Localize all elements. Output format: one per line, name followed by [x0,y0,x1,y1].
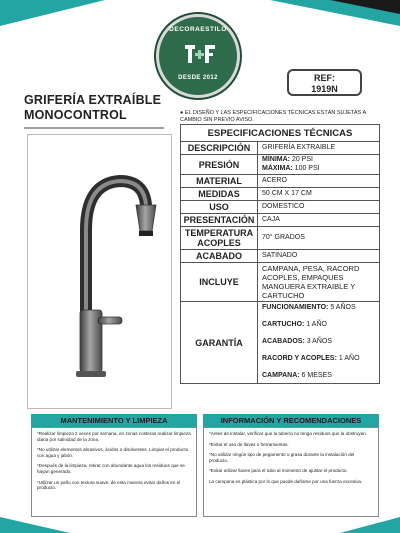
product-title-line1: GRIFERÍA EXTRAÍBLE [24,93,162,107]
disclaimer-notice [180,110,380,124]
logo-mark-icon [181,41,217,71]
product-title [24,93,161,123]
info-item: *Evitar utilizar llaves para el tubo al momento de ajustar el producto. [209,468,348,474]
spec-key: MATERIAL [181,175,258,188]
spec-value: ACERO [258,175,380,188]
bullet-icon: ● [180,110,185,116]
info-item: *Evitar el uso de llaves o herramientas. [209,441,289,447]
info-box [203,427,379,517]
spec-value: SATINADO [258,250,380,263]
warranty-item: CARTUCHO: 1 AÑO [262,321,327,328]
maintenance-item: *No utilizar elementos abrasivos, ácidos o disolventes. Limpiar el producto con agua y jabón. [37,447,189,458]
logo-top-text: DECORAESTILO [169,26,227,33]
product-title-line2: MONOCONTROL [24,108,127,122]
spec-key: ACABADO [181,250,258,263]
disclaimer-text: EL DISEÑO Y LAS ESPECIFICACIONES TÉCNICAS ESTÁN SUJETAS A CAMBIO SIN PREVIO AVISO. [180,110,366,123]
info-item: *Antes de instalar, verificar que la tubería no tenga residuos que la obstruyan. [209,431,368,436]
pressure-max-value: 100 PSI [294,164,320,172]
warranty-item: ACABADOS: 3 AÑOS [262,338,333,345]
spec-row-incluye [181,263,380,302]
spec-value [258,155,380,175]
corner-decoration-top-left [0,0,105,26]
info-item: *No utilizar ningún tipo de pegamento o grasa durante la instalación del producto. [209,452,355,463]
pressure-min-value: 20 PSI [291,156,313,163]
info-item: La campana es plástica por lo que puede dañarse por una fuerza excesiva. [209,478,363,484]
spec-key: TEMPERATURA ACOPLES [181,227,258,250]
spec-row-garantia [181,302,380,384]
spec-row-acabado [181,250,380,263]
specifications-heading: ESPECIFICACIONES TÉCNICAS [181,125,380,142]
logo-bottom-text: DESDE 2012 [178,75,218,81]
spec-value: 50 CM X 17 CM [258,188,380,201]
maintenance-item: *Realizar limpieza 2 veces por semana, en zonas costeras realizar limpieza diaria por salinidad de la zona. [37,431,191,442]
warranty-item: RACORD Y ACOPLES: 1 AÑO [262,355,360,362]
reference-code: 1919N [311,84,338,94]
spec-row-temperatura [181,227,380,250]
corner-decoration-bottom-left [0,517,70,533]
spec-value: CAMPANA, PESA, RACORD ACOPLES, EMPAQUES MANGUERA EXTRAIBLE Y CARTUCHO [258,263,380,302]
spec-value: GRIFERÍA EXTRAIBLE [258,142,380,155]
spec-key: PRESENTACIÓN [181,214,258,227]
faucet-illustration [28,135,173,410]
spec-row-descripcion [181,142,380,155]
spec-row-presentacion [181,214,380,227]
info-heading: INFORMACIÓN Y RECOMENDACIONES [203,414,379,427]
spec-value [258,302,380,384]
maintenance-item: *Utilizar un paño con textura suave, de esta manera evitar daños en el producto. [37,479,181,491]
reference-label: REF: [314,73,335,83]
spec-key: GARANTÍA [181,302,258,384]
spec-key: MEDIDAS [181,188,258,201]
maintenance-box [31,427,197,517]
spec-key: INCLUYE [181,263,258,302]
maintenance-item: *Después de la limpieza, retirar con abundante agua los residuos que se hayan generado. [37,463,185,474]
warranty-item: CAMPANA: 6 MESES [262,372,332,379]
brand-logo [156,14,240,98]
title-underline [24,127,164,129]
reference-box [287,69,362,96]
spec-key: USO [181,201,258,214]
corner-decoration-bottom-right [340,517,400,533]
product-image [27,134,172,409]
spec-value: 70° GRADOS [258,227,380,250]
spec-value: DOMESTICO [258,201,380,214]
spec-row-material [181,175,380,188]
pressure-max-label: MÁXIMA: [262,164,293,172]
spec-row-presion [181,155,380,175]
spec-key: DESCRIPCIÓN [181,142,258,155]
spec-row-uso [181,201,380,214]
spec-value: CAJA [258,214,380,227]
maintenance-heading: MANTENIMIENTO Y LIMPIEZA [31,414,197,427]
spec-key: PRESIÓN [181,155,258,175]
spec-row-medidas [181,188,380,201]
warranty-item: FUNCIONAMIENTO: 5 AÑOS [262,304,356,311]
specifications-table [180,124,380,384]
pressure-min-label: MÍNIMA: [262,156,290,163]
